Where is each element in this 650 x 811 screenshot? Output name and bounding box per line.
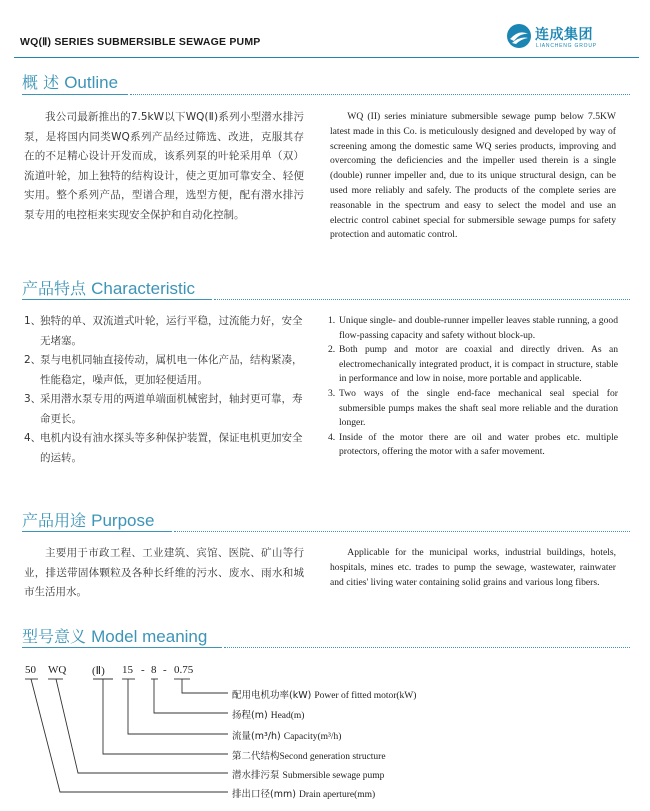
heading-en: Model meaning	[91, 627, 208, 646]
list-item: 3. Two ways of the single end-face mechanical seal special for submersible pumps makes the shaft seal more reliable and the duration longer.	[328, 387, 618, 429]
outline-text-cn: 我公司最新推出的7.5kW以下WQ(Ⅱ)系列小型潜水排污泵，是将国内同类WQ系列产品经过筛选、改进，克服其存在的不足精心设计开发而成，该系列泵的叶轮采用单（双）流道叶轮，加上独特的结构设计，使之更加可靠安全、轻便实用。整个系列产品，型谱合理，选型方便，配有潜水排污泵专用的电控柜来实现安全保护和自动化控制。	[24, 111, 304, 221]
list-item: 3、 采用潜水泵专用的两道单端面机械密封，轴封更可靠，寿命更长。	[24, 393, 303, 425]
model-code-part: -	[141, 664, 145, 676]
list-item: 4、 电机内设有油水探头等多种保护装置，保证电机更加安全的运转。	[24, 432, 303, 464]
heading-cn: 产品特点	[22, 279, 87, 298]
heading-cn: 概 述	[22, 73, 60, 92]
model-label-head: 扬程(m) Head(m)	[232, 710, 305, 721]
list-item: 4. Inside of the motor there are oil and water probes etc. multiple protectors, offering the motor with a safer movement.	[328, 431, 618, 458]
model-code-part: 50	[25, 664, 36, 676]
list-item: 1. Unique single- and double-runner impeller leaves stable running, a good flow-passing capacity and safety without block-up.	[328, 315, 618, 341]
model-code-part: 15	[122, 664, 133, 676]
model-code-part: 0.75	[174, 664, 194, 676]
heading-en: Characteristic	[91, 279, 196, 298]
heading-en: Purpose	[91, 511, 155, 530]
logo-text-cn: 连成集团	[535, 27, 593, 43]
list-item: 2. Both pump and motor are coaxial and directly driven. As an electromechanically integrated product, it is compact in structure, stable in performance and low in noise, more portable and applicable.	[328, 344, 618, 385]
model-label-drain-aperture: 排出口径(mm) Drain aperture(mm)	[232, 789, 376, 800]
model-code-part: (Ⅱ)	[92, 665, 105, 677]
model-code-part: 8	[151, 664, 157, 676]
list-item: 2、 泵与电机同轴直接传动，属机电一体化产品，结构紧凑，性能稳定，噪声低，更加轻便适用。	[24, 354, 303, 386]
heading-cn: 产品用途	[22, 511, 87, 530]
model-label-capacity: 流量(m³/h) Capacity(m³/h)	[232, 731, 342, 742]
purpose-text-cn: 主要用于市政工程、工业建筑、宾馆、医院、矿山等行业，排送带固体颗粒及各种长纤维的污水、废水、雨水和城市生活用水。	[24, 547, 304, 598]
list-item: 1、 独特的单、双流道式叶轮，运行平稳，过流能力好，安全无堵塞。	[24, 315, 303, 347]
logo-text-en: LIANCHENG GROUP	[536, 43, 597, 49]
document-title: WQ(Ⅱ) SERIES SUBMERSIBLE SEWAGE PUMP	[20, 36, 261, 48]
model-label-pump-type: 潜水排污泵 Submersible sewage pump	[232, 770, 385, 781]
outline-text-en: WQ (II) series miniature submersible sewage pump below 7.5KW latest made in this Co. is meticulously designed and developed by way of screening among the domestic same WQ series products, improving and overcoming the deficiencies and the impeller used therein is a single (double) runner impeller and, due to its unique structural design, can be used more reliably and safely. The products of the complete series are reasonable in the spectrum and easy to select the model and use an electric control cabinet special for submersible sewage pumps for safety protection and automatic control.	[330, 111, 616, 241]
model-code-part: -	[163, 664, 167, 676]
model-code-part: WQ	[48, 664, 67, 676]
heading-cn: 型号意义	[22, 627, 87, 646]
purpose-text-en: Applicable for the municipal works, industrial buildings, hotels, hospitals, mines etc. trades to pump the sewage, wastewater, rainwater and cities' living water containing solid grains and various long fibers.	[330, 547, 616, 588]
model-label-generation: 第二代结构Second generation structure	[232, 751, 386, 762]
heading-en: Outline	[64, 73, 119, 92]
model-label-power: 配用电机功率(kW) Power of fitted motor(kW)	[232, 690, 417, 701]
